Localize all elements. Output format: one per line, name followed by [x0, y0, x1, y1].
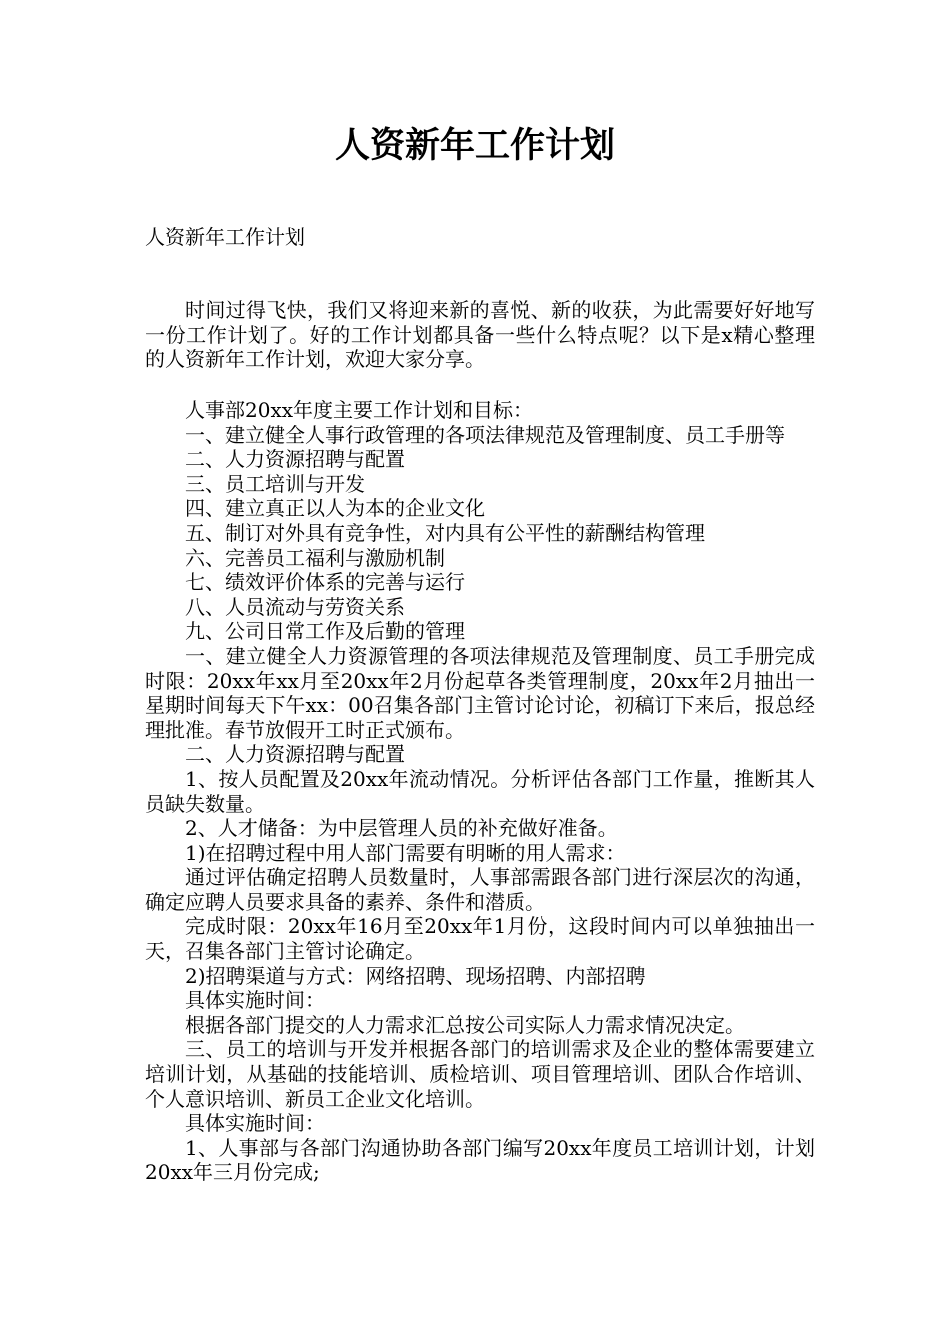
plan-body [145, 398, 815, 1185]
body-paragraph: 一、建立健全人力资源管理的各项法律规范及管理制度、员工手册完成时限：20xx年xx月至20xx年2月份起草各类管理制度，20xx年2月抽出一星期时间每天下午xx：00召集各部门主管讨论讨论，初稿订下来后，报总经理批准。春节放假开工时正式颁布。 [145, 643, 815, 742]
body-paragraph: 1、按人员配置及20xx年流动情况。分析评估各部门工作量，推断其人员缺失数量。 [145, 766, 815, 816]
body-paragraph: 根据各部门提交的人力需求汇总按公司实际人力需求情况决定。 [185, 1012, 745, 1037]
body-paragraph: 九、公司日常工作及后勤的管理 [185, 619, 465, 644]
body-paragraph: 三、员工的培训与开发并根据各部门的培训需求及企业的整体需要建立培训计划，从基础的技能培训、质检培训、项目管理培训、团队合作培训、个人意识培训、新员工企业文化培训。 [145, 1037, 815, 1111]
intro-section [145, 298, 815, 372]
body-paragraph: 人事部20xx年度主要工作计划和目标： [185, 398, 534, 422]
document-title: 人资新年工作计划 [334, 126, 615, 166]
body-paragraph: 通过评估确定招聘人员数量时，人事部需跟各部门进行深层次的沟通，确定应聘人员要求具备的素养、条件和潜质。 [145, 865, 815, 914]
body-paragraph: 1)在招聘过程中用人部门需要有明晰的用人需求： [185, 840, 626, 865]
body-paragraph: 五、制订对外具有竞争性，对内具有公平性的薪酬结构管理 [185, 520, 705, 545]
body-paragraph: 二、人力资源招聘与配置 [185, 742, 405, 767]
document-subtitle: 人资新年工作计划 [145, 225, 305, 249]
body-paragraph: 具体实施时间： [185, 1111, 325, 1136]
body-paragraph: 七、绩效评价体系的完善与运行 [185, 570, 465, 595]
body-paragraph: 四、建立真正以人为本的企业文化 [185, 496, 485, 521]
body-paragraph: 1、人事部与各部门沟通协助各部门编写20xx年度员工培训计划，计划20xx年三月份完成; [145, 1135, 815, 1185]
body-paragraph: 2)招聘渠道与方式：网络招聘、现场招聘、内部招聘 [185, 963, 646, 988]
body-paragraph: 完成时限：20xx年16月至20xx年1月份，这段时间内可以单独抽出一天，召集各部门主管讨论确定。 [145, 914, 815, 964]
body-paragraph: 八、人员流动与劳资关系 [185, 594, 405, 619]
body-paragraph: 三、员工培训与开发 [185, 471, 365, 496]
body-paragraph: 六、完善员工福利与激励机制 [185, 545, 445, 570]
body-paragraph: 二、人力资源招聘与配置 [185, 447, 405, 472]
body-paragraph: 2、人才储备：为中层管理人员的补充做好准备。 [185, 816, 618, 841]
body-paragraph: 具体实施时间： [185, 988, 325, 1013]
body-paragraph: 一、建立健全人事行政管理的各项法律规范及管理制度、员工手册等 [185, 422, 785, 447]
intro-paragraph: 时间过得飞快，我们又将迎来新的喜悦、新的收获，为此需要好好地写一份工作计划了。好的工作计划都具备一些什么特点呢？以下是x精心整理的人资新年工作计划，欢迎大家分享。 [145, 298, 815, 372]
